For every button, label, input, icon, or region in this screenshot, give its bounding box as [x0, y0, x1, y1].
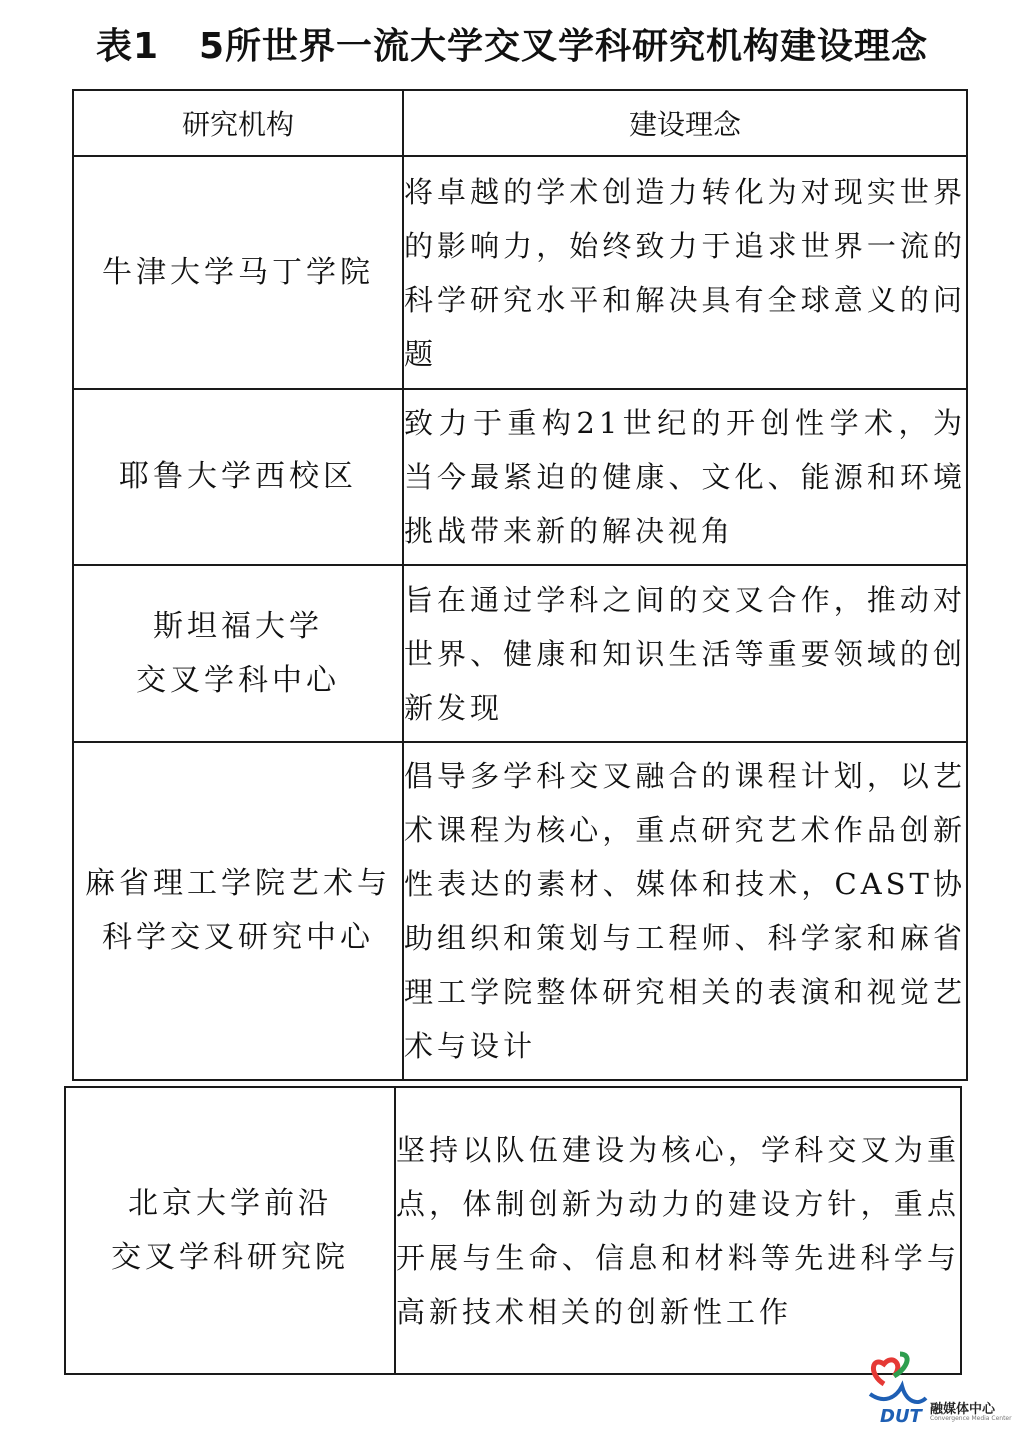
logo-swoosh-blue: [870, 1386, 926, 1402]
table-row: [73, 742, 967, 1080]
institution-cell: [73, 389, 403, 565]
table-row: [65, 1087, 961, 1374]
logo-name-en: Convergence Media Center: [930, 1415, 1012, 1422]
philosophy-cell: 坚持以队伍建设为核心，学科交叉为重点，体制创新为动力的建设方针，重点开展与生命、信息和材料等先进科学与高新技术相关的创新性工作: [395, 1087, 961, 1374]
logo-heart-red: [873, 1360, 897, 1384]
table-caption: [0, 18, 1024, 69]
table-row: [73, 156, 967, 389]
table-number: 表1: [95, 26, 159, 67]
institution-name: 耶鲁大学西校区: [119, 459, 357, 494]
institutions-table-continued: [64, 1086, 962, 1375]
philosophy-cell: 将卓越的学术创造力转化为对现实世界的影响力，始终致力于追求世界一流的科学研究水平和解决具有全球意义的问题: [403, 156, 967, 389]
logo-name-cn: 融媒体中心: [930, 1402, 996, 1417]
header-philosophy: 建设理念: [403, 90, 967, 156]
institution-cell: [65, 1087, 395, 1374]
philosophy-cell: 致力于重构21世纪的开创性学术，为当今最紧迫的健康、文化、能源和环境挑战带来新的解决视角: [403, 389, 967, 565]
institution-name: 牛津大学马丁学院: [102, 254, 374, 290]
logo-dut-text: DUT: [880, 1406, 922, 1427]
institution-cell: [73, 156, 403, 389]
institution-cell: [73, 742, 403, 1080]
institution-name-line-1: 麻省理工学院艺术与: [85, 866, 391, 901]
philosophy-cell: 旨在通过学科之间的交叉合作，推动对世界、健康和知识生活等重要领域的创新发现: [403, 565, 967, 742]
institution-name-line-2: 科学交叉研究中心: [102, 920, 374, 955]
table-header-row: [73, 90, 967, 156]
institution-cell: [73, 565, 403, 742]
institutions-table: [72, 89, 968, 1081]
table-row: [73, 389, 967, 565]
header-institution: 研究机构: [73, 90, 403, 156]
institution-name-line-1: 北京大学前沿: [128, 1185, 332, 1221]
table-row: [73, 565, 967, 742]
institution-name-line-2: 交叉学科中心: [136, 662, 340, 698]
institution-name-line-1: 斯坦福大学: [153, 608, 323, 644]
table-title: 5所世界一流大学交叉学科研究机构建设理念: [199, 26, 929, 67]
institution-name-line-2: 交叉学科研究院: [111, 1239, 349, 1275]
philosophy-cell: 倡导多学科交叉融合的课程计划，以艺术课程为核心，重点研究艺术作品创新性表达的素材、媒体和技术，CAST协助组织和策划与工程师、科学家和麻省理工学院整体研究相关的表演和视觉艺术与设计: [403, 742, 967, 1080]
